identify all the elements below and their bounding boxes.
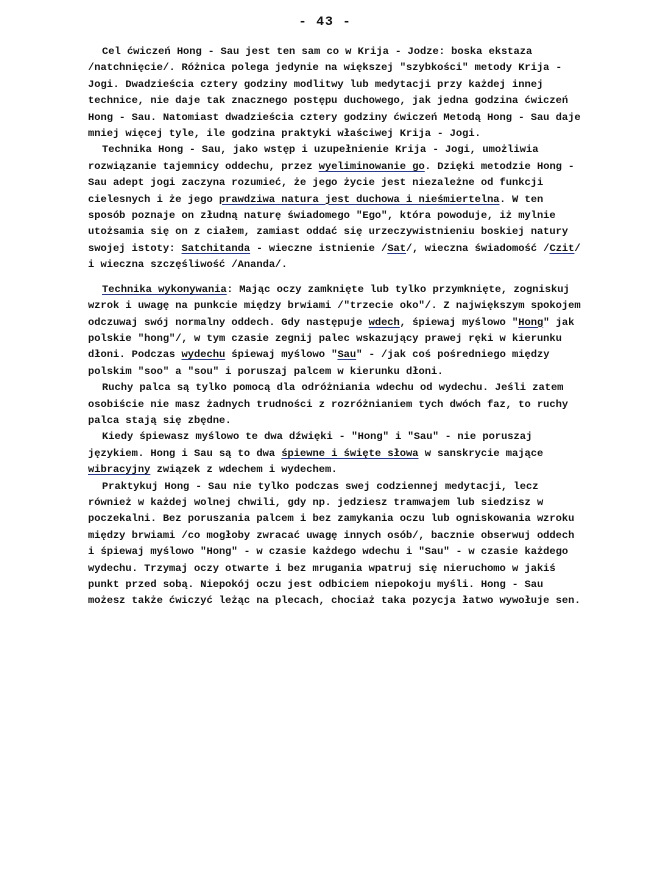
text-run: : Mając oczy zamknięte lub tylko przymknięte, zogniskuj wzrok i uwagę na punkcie między brwiami /"trzecie oko"/. Z największym spokojem odczuwaj swój normalny oddech. Gdy następuje (88, 283, 581, 329)
paragraph-p1 (88, 44, 584, 142)
underlined-phrase: prawdziwa natura jest duchowa i nieśmiertelna (218, 193, 500, 206)
underlined-phrase: wyeliminowanie go (318, 160, 425, 173)
text-run: Kiedy śpiewasz myślowo te dwa dźwięki - "Hong" i "Sau" - nie poruszaj językiem. Hong i Sau są to dwa (88, 431, 533, 460)
document-body (88, 44, 584, 610)
page-number: - 43 - (298, 14, 352, 29)
paragraph-p5 (88, 429, 584, 478)
paragraph-p3 (88, 282, 584, 380)
underlined-phrase: Technika wykonywania (102, 283, 227, 296)
underlined-phrase: Satchitanda (181, 242, 251, 255)
text-run: śpiewaj myślowo " (225, 349, 338, 362)
text-run: Technika Hong - Sau, jako wstęp i uzupełnienie Krija - Jogi, umożliwia rozwiązanie tajemnicy oddechu, przez (88, 144, 539, 173)
underlined-phrase: wibracyjny (88, 464, 151, 477)
paragraph-p4 (88, 380, 584, 429)
text-run: związek z wdechem i wydechem. (150, 464, 338, 477)
text-run: Cel ćwiczeń Hong - Sau jest ten sam co w Krija - Jodze: boska ekstaza /natchnięcie/. Różnica polega jedynie na większej "szybkości" metody Krija - Jogi. Dwadzieścia cztery godziny modlitwy lub medytacji przy każdej innej technice, nie daje tak znacznego postępu duchowego, jak jedna godzina ćwiczeń Hong - Sau. Natomiast dwadzieścia cztery godziny ćwiczeń Metodą Hong - Sau daje mniej więcej tyle, ile godzina praktyki właściwej Krija - Jogi. (88, 46, 581, 141)
text-run: . Dzięki metodzie Hong - Sau adept jogi zaczyna rozumieć, że jego życie jest niezależne od funkcji cielesnych i że jego (88, 160, 575, 206)
text-run: Praktykuj Hong - Sau nie tylko podczas swej codziennej medytacji, lecz również w każdej wolnej chwili, gdy np. jedziesz tramwajem lub siedzisz w poczekalni. Bez poruszania palcem i bez zamykania oczu lub ogniskowania wzroku między brwiami /co mogłoby zwracać uwagę innych osób/, bacznie obserwuj oddech i śpiewaj myślowo "Hong" - w czasie każdego wdechu i "Sau" - w czasie każdego wydechu. Trzymaj oczy otwarte i bez mrugania wpatruj się nieruchomo w jakiś punkt przed sobą. Niepokój oczu jest odbiciem niepokoju myśli. Hong - Sau możesz także ćwiczyć leżąc na plecach, chociaż taka pozycja łatwo wywołuje sen. (88, 480, 581, 608)
text-run: w sanskrycie mające (418, 447, 544, 460)
text-run: " - /jak coś pośredniego między polskim "soo" a "sou" i poruszaj palcem w kierunku dłoni. (88, 349, 550, 378)
text-run: , śpiewaj myślowo " (399, 316, 519, 329)
underlined-phrase: Hong (518, 316, 544, 329)
underlined-phrase: śpiewne i święte słowa (281, 447, 419, 460)
underlined-phrase: Czit (549, 242, 575, 255)
text-run: " jak polskie "hong"/, w tym czasie zegnij palec wskazujący prawej ręki w kierunku dłoni. Podczas (88, 316, 575, 362)
underlined-phrase: Sau (337, 349, 357, 362)
text-run: Ruchy palca są tylko pomocą dla odróżniania wdechu od wydechu. Jeśli zatem osobiście nie masz żadnych trudności z rozróżnianiem tych dwóch faz, to ruchy palca stają się zbędne. (88, 382, 569, 427)
paragraph-p6 (88, 479, 584, 610)
text-run: . W ten sposób poznaje on złudną naturę świadomego "Ego", która powoduje, iż mylnie utożsamia się on z ciałem, zamiast oddać się urzeczywistnieniu boskiej natury swojej istoty: (88, 193, 569, 255)
underlined-phrase: wdech (368, 316, 400, 329)
underlined-phrase: Sat (387, 242, 407, 255)
paragraph-p2 (88, 142, 584, 273)
text-run: - wieczne istnienie / (250, 242, 388, 255)
text-run: /, wieczna świadomość / (406, 242, 550, 255)
underlined-phrase: wydechu (181, 349, 226, 362)
text-run: / i wieczna szczęśliwość /Ananda/. (88, 242, 581, 272)
